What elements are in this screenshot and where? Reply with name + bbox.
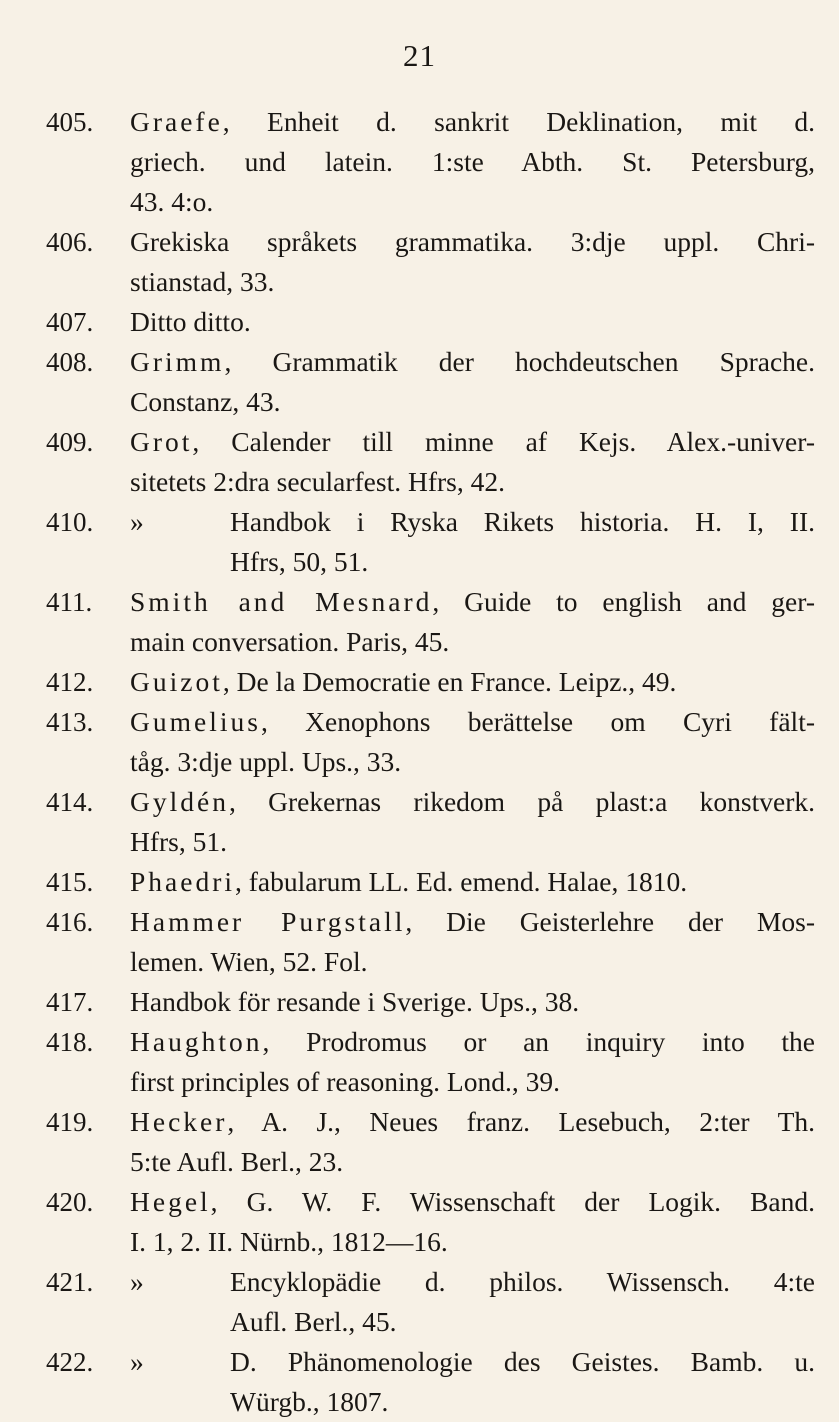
entry-line-text: Aufl. Berl., 45. [230, 1306, 397, 1337]
entry-line: Grot, Calender till minne af Kejs. Alex.-univer- [130, 426, 815, 457]
entry-number: 409. [46, 427, 94, 457]
entry-number: 413. [46, 707, 94, 737]
catalog-entry [0, 302, 839, 342]
entry-number: 414. [46, 787, 94, 817]
entry-author: Gyldén [130, 786, 229, 817]
entry-text [130, 662, 815, 702]
entry-line-text: Calender till minne af Kejs. Alex.-univer- [231, 426, 815, 457]
entry-number: 419. [46, 1107, 94, 1137]
entry-author: Guizot [130, 666, 223, 697]
entry-line-text: G. W. F. Wissenschaft der Logik. Band. [246, 1186, 815, 1217]
entry-text [130, 862, 815, 902]
ditto-mark: » [130, 1346, 144, 1377]
catalog-entry [0, 422, 839, 502]
entry-line-text: D. Phänomenologie des Geistes. Bamb. u. [230, 1346, 815, 1377]
entry-line: Phaedri, fabularum LL. Ed. emend. Halae, 1810. [130, 866, 688, 897]
entry-line [130, 222, 815, 262]
entry-author: Hecker [130, 1106, 228, 1137]
entry-line-text: 43. 4:o. [130, 186, 214, 217]
entry-line-text: A. J., Neues franz. Lesebuch, 2:ter Th. [261, 1106, 816, 1137]
catalog-list [0, 102, 839, 1422]
catalog-entry [0, 902, 839, 982]
entry-number: 421. [46, 1267, 94, 1297]
entry-author: Graefe [130, 106, 223, 137]
entry-line: Gumelius, Xenophons berättelse om Cyri fält- [130, 706, 815, 737]
catalog-entry [0, 702, 839, 782]
entry-line-text: lemen. Wien, 52. Fol. [130, 946, 368, 977]
entry-line-text: main conversation. Paris, 45. [130, 626, 450, 657]
entry-line-text: 5:te Aufl. Berl., 23. [130, 1146, 344, 1177]
entry-line-text: Würgb., 1807. [230, 1386, 389, 1417]
entry-text [130, 1102, 815, 1182]
entry-text [130, 1022, 815, 1102]
entry-line [130, 502, 815, 542]
entry-line [130, 382, 815, 422]
entry-line [130, 1142, 815, 1182]
entry-text [130, 982, 815, 1022]
entry-text [130, 502, 815, 582]
entry-text [130, 342, 815, 422]
entry-line-text: Prodromus or an inquiry into the [306, 1026, 815, 1057]
ditto-mark: » [130, 1266, 144, 1297]
entry-line [130, 1222, 815, 1262]
entry-text [130, 702, 815, 782]
entry-line [130, 462, 815, 502]
entry-line-text: Guide to english and ger- [464, 586, 815, 617]
entry-author: Gumelius [130, 706, 261, 737]
entry-line-text: Encyklopädie d. philos. Wissensch. 4:te [230, 1266, 815, 1297]
entry-author: Grot [130, 426, 193, 457]
entry-line [130, 182, 815, 222]
catalog-entry [0, 502, 839, 582]
entry-line-text: Ditto ditto. [130, 306, 251, 337]
entry-text [130, 1342, 815, 1422]
catalog-entry [0, 582, 839, 662]
entry-number: 410. [46, 507, 94, 537]
entry-text [130, 422, 815, 502]
entry-line [130, 262, 815, 302]
entry-number: 418. [46, 1027, 94, 1057]
entry-line-text: tåg. 3:dje uppl. Ups., 33. [130, 746, 402, 777]
entry-line [130, 942, 815, 982]
entry-line: Haughton, Prodromus or an inquiry into the [130, 1026, 815, 1057]
catalog-entry [0, 1342, 839, 1422]
entry-line-text: Xenophons berättelse om Cyri fält- [305, 706, 815, 737]
entry-line [130, 1302, 815, 1342]
entry-line [130, 742, 815, 782]
entry-number: 422. [46, 1347, 94, 1377]
catalog-entry [0, 662, 839, 702]
entry-line [130, 542, 815, 582]
entry-line-text: sitetets 2:dra secularfest. Hfrs, 42. [130, 466, 505, 497]
entry-text [130, 222, 815, 302]
entry-line-text: Handbok för resande i Sverige. Ups., 38. [130, 986, 580, 1017]
entry-line-text: Grammatik der hochdeutschen Sprache. [272, 346, 816, 377]
entry-line-text: Hfrs, 51. [130, 826, 228, 857]
page-number: 21 [403, 38, 436, 73]
entry-line: Hegel, G. W. F. Wissenschaft der Logik. Band. [130, 1186, 815, 1217]
entry-number: 407. [46, 307, 94, 337]
entry-line-text: fabularum LL. Ed. emend. Halae, 1810. [248, 866, 688, 897]
entry-number: 411. [46, 587, 93, 617]
entry-line [130, 622, 815, 662]
entry-author: Hegel [130, 1186, 211, 1217]
entry-number: 406. [46, 227, 94, 257]
catalog-entry [0, 782, 839, 862]
entry-line [130, 302, 815, 342]
catalog-entry [0, 1262, 839, 1342]
entry-text [130, 1182, 815, 1262]
entry-author: Hammer Purgstall [130, 906, 406, 937]
entry-line: Grimm, Grammatik der hochdeutschen Sprache. [130, 346, 816, 377]
catalog-entry [0, 1182, 839, 1262]
entry-line [130, 1062, 815, 1102]
entry-text [130, 302, 815, 342]
entry-line [130, 142, 815, 182]
entry-number: 417. [46, 987, 94, 1017]
entry-line: Hammer Purgstall, Die Geisterlehre der Mos- [130, 906, 815, 937]
entry-line: Smith and Mesnard, Guide to english and ger- [130, 586, 815, 617]
entry-author: Haughton [130, 1026, 263, 1057]
entry-number: 416. [46, 907, 94, 937]
entry-author: Phaedri [130, 866, 236, 897]
entry-line-text: griech. und latein. 1:ste Abth. St. Petersburg, [130, 146, 815, 177]
catalog-entry [0, 1022, 839, 1102]
entry-line-text: Enheit d. sankrit Deklination, mit d. [267, 106, 815, 137]
catalog-entry [0, 862, 839, 902]
catalog-entry [0, 342, 839, 422]
entry-line: Hecker, A. J., Neues franz. Lesebuch, 2:ter Th. [130, 1106, 816, 1137]
entry-line-text: De la Democratie en France. Leipz., 49. [236, 666, 677, 697]
entry-line [130, 822, 815, 862]
entry-number: 408. [46, 347, 94, 377]
entry-author: Grimm [130, 346, 225, 377]
entry-line-text: Grekernas rikedom på plast:a konstverk. [268, 786, 816, 817]
catalog-entry [0, 1102, 839, 1182]
entry-number: 415. [46, 867, 94, 897]
entry-author: Smith and Mesnard [130, 586, 433, 617]
entry-number: 420. [46, 1187, 94, 1217]
entry-line [130, 1342, 815, 1382]
entry-line-text: I. 1, 2. II. Nürnb., 1812—16. [130, 1226, 448, 1257]
ditto-mark: » [130, 506, 144, 537]
entry-line [130, 1382, 815, 1422]
entry-number: 412. [46, 667, 94, 697]
entry-line-text: Constanz, 43. [130, 386, 281, 417]
entry-line-text: Grekiska språkets grammatika. 3:dje uppl. Chri- [130, 226, 815, 257]
entry-line [130, 1262, 815, 1302]
entry-line-text: Hfrs, 50, 51. [230, 546, 369, 577]
entry-line: Graefe, Enheit d. sankrit Deklination, mit d. [130, 106, 815, 137]
entry-line-text: Handbok i Ryska Rikets historia. H. I, II. [230, 506, 815, 537]
catalog-entry [0, 222, 839, 302]
entry-text [130, 1262, 815, 1342]
entry-number: 405. [46, 107, 94, 137]
entry-text [130, 102, 815, 222]
entry-text [130, 902, 815, 982]
catalog-entry [0, 982, 839, 1022]
entry-line: Gyldén, Grekernas rikedom på plast:a konstverk. [130, 786, 816, 817]
catalog-entry [0, 102, 839, 222]
entry-line-text: first principles of reasoning. Lond., 39. [130, 1066, 560, 1097]
entry-line [130, 982, 815, 1022]
entry-line-text: Die Geisterlehre der Mos- [446, 906, 815, 937]
entry-text [130, 582, 815, 662]
entry-line: Guizot, De la Democratie en France. Leipz., 49. [130, 666, 677, 697]
entry-text [130, 782, 815, 862]
entry-line-text: stianstad, 33. [130, 266, 275, 297]
